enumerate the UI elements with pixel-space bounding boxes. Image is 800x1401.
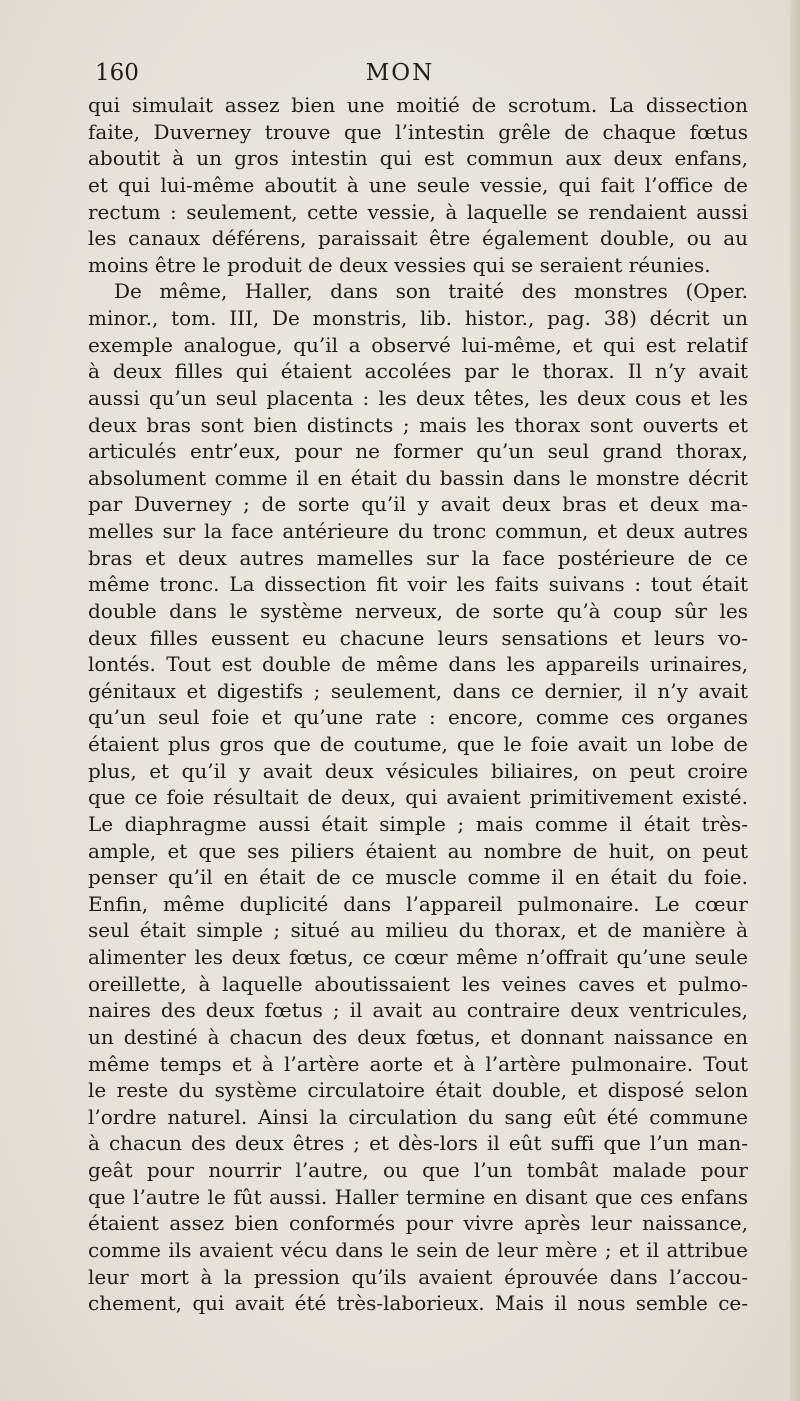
text-line: aussi qu’un seul placenta : les deux têtes, les deux cous et les [88,385,748,410]
running-head: MON [365,60,435,86]
text-line: naires des deux fœtus ; il avait au contraire deux ventricules, [88,998,748,1023]
page-edge [790,0,800,1401]
text-line: double dans le système nerveux, de sorte qu’à coup sûr les [88,598,748,623]
body-text [88,92,748,1317]
text-line: et qui lui-même aboutit à une seule vessie, qui fait l’office de [88,172,748,197]
text-line: qui simulait assez bien une moitié de scrotum. La dissection [88,93,748,117]
text-line: chement, qui avait été très-laborieux. Mais il nous semble ce- [88,1291,748,1316]
text-line: ample, et que ses piliers étaient au nombre de huit, on peut [88,838,748,863]
text-line: que ce foie résultait de deux, qui avaient primitivement existé. [88,785,748,810]
text-line: penser qu’il en était de ce muscle comme il en était du foie. [88,865,748,890]
text-line: les canaux déférens, paraissait être également double, ou au [88,226,748,251]
text-line: absolument comme il en était du bassin dans le monstre décrit [88,465,748,490]
text-line: qu’un seul foie et qu’une rate : encore, comme ces organes [88,705,748,730]
page-number: 160 [95,60,139,86]
text-line: comme ils avaient vécu dans le sein de leur mère ; et il attribue [88,1237,748,1262]
text-line: que l’autre le fût aussi. Haller termine en disant que ces enfans [88,1184,748,1209]
text-line: deux bras sont bien distincts ; mais les thorax sont ouverts et [88,412,748,437]
text-line: l’ordre naturel. Ainsi la circulation du sang eût été commune [88,1104,748,1129]
text-line: Enfin, même duplicité dans l’appareil pulmonaire. Le cœur [88,891,748,916]
text-line: à deux filles qui étaient accolées par le thorax. Il n’y avait [88,359,748,384]
paragraph-start-line: De même, Haller, dans son traité des monstres (Oper. [114,279,748,304]
text-line: par Duverney ; de sorte qu’il y avait deux bras et deux ma- [88,492,748,517]
text-line: le reste du système circulatoire était double, et disposé selon [88,1078,748,1103]
text-line: génitaux et digestifs ; seulement, dans ce dernier, il n’y avait [88,678,748,703]
text-line: rectum : seulement, cette vessie, à laquelle se rendaient aussi [88,199,748,224]
text-line: un destiné à chacun des deux fœtus, et donnant naissance en [88,1024,748,1049]
text-line: même tronc. La dissection fit voir les faits suivans : tout était [88,572,748,597]
text-line: lontés. Tout est double de même dans les appareils urinaires, [88,652,748,677]
text-line: Le diaphragme aussi était simple ; mais comme il était très- [88,811,748,836]
text-line: bras et deux autres mamelles sur la face postérieure de ce [88,545,748,570]
text-line: deux filles eussent eu chacune leurs sensations et leurs vo- [88,625,748,650]
text-line: aboutit à un gros intestin qui est commun aux deux enfans, [88,146,748,171]
text-line: exemple analogue, qu’il a observé lui-même, et qui est relatif [88,332,748,357]
text-line: minor., tom. III, De monstris, lib. histor., pag. 38) décrit un [88,306,748,330]
text-line: étaient plus gros que de coutume, que le foie avait un lobe de [88,732,748,756]
text-line: articulés entr’eux, pour ne former qu’un seul grand thorax, [88,439,748,464]
text-line: leur mort à la pression qu’ils avaient éprouvée dans l’accou- [88,1264,748,1289]
text-line: geât pour nourrir l’autre, ou que l’un tombât malade pour [88,1158,748,1182]
text-line: seul était simple ; situé au milieu du thorax, et de manière à [88,918,748,943]
text-line: étaient assez bien conformés pour vivre après leur naissance, [88,1211,748,1236]
text-line: oreillette, à laquelle aboutissaient les veines caves et pulmo- [88,971,748,996]
text-line: même temps et à l’artère aorte et à l’artère pulmonaire. Tout [88,1051,748,1076]
text-line: à chacun des deux êtres ; et dès-lors il eût suffi que l’un man- [88,1131,748,1156]
text-line: alimenter les deux fœtus, ce cœur même n’offrait qu’une seule [88,945,748,969]
text-line: moins être le produit de deux vessies qui se seraient réunies. [88,252,711,277]
text-line: faite, Duverney trouve que l’intestin grêle de chaque fœtus [88,119,748,144]
text-line: plus, et qu’il y avait deux vésicules biliaires, on peut croire [88,758,748,783]
text-line: melles sur la face antérieure du tronc commun, et deux autres [88,519,748,543]
